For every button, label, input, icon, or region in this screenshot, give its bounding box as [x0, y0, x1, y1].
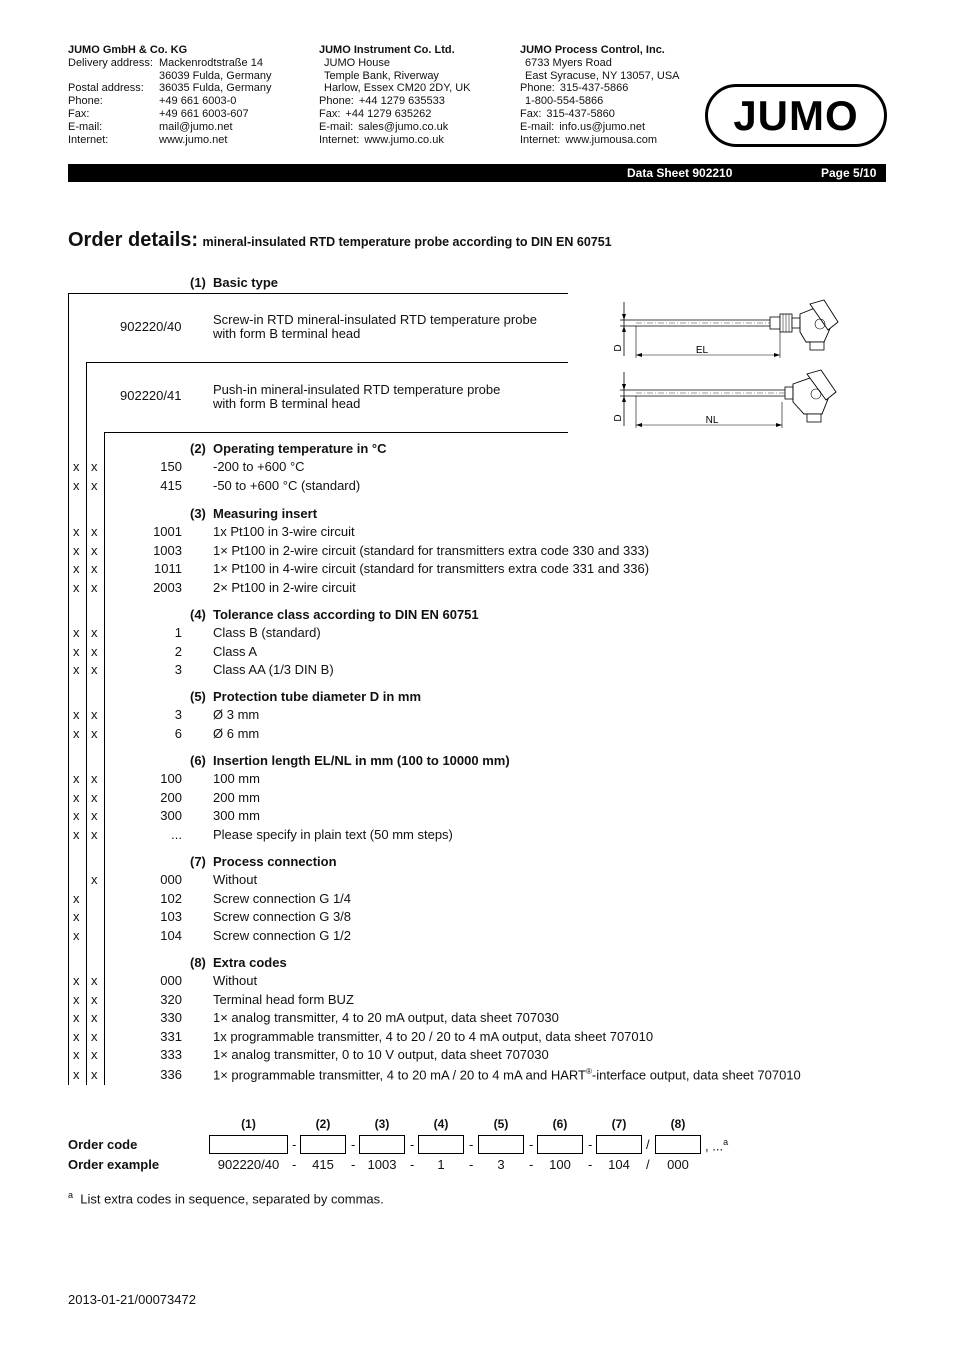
section-number: (2) [190, 441, 206, 456]
option-description: Screw connection G 1/2 [213, 927, 352, 943]
order-example-separator: / [646, 1157, 650, 1172]
option-description: Terminal head form BUZ [213, 991, 354, 1007]
availability-mark-41: x [91, 1066, 98, 1082]
availability-mark-40: x [73, 909, 80, 925]
section-title: Process connection [213, 854, 337, 869]
availability-mark-40: x [73, 808, 80, 824]
order-example-value: 1 [437, 1157, 445, 1172]
order-example-value: 100 [549, 1157, 571, 1172]
option-code: 333 [160, 1047, 182, 1062]
section-number: (8) [190, 955, 206, 970]
option-description: Screw connection G 1/4 [213, 890, 352, 906]
option-row [0, 808, 954, 826]
option-code: 320 [160, 991, 182, 1007]
option-row [0, 928, 954, 946]
address-line: Fax: +44 1279 635262 [319, 107, 432, 120]
document-id: 2013-01-21/00073472 [68, 1292, 196, 1307]
order-example-value: 000 [667, 1157, 689, 1172]
section-number: (4) [190, 607, 206, 622]
option-code: 103 [160, 909, 182, 925]
option-row [0, 707, 954, 725]
availability-mark-41: x [91, 789, 98, 805]
address-line: Fax: 315-437-5860 [520, 107, 615, 120]
order-code-box [596, 1135, 642, 1154]
order-code-separator: - [588, 1137, 593, 1152]
option-description: Screw connection G 3/8 [213, 909, 352, 925]
option-code: 102 [160, 890, 182, 906]
address-line: Internet: www.jumo.net [68, 133, 228, 146]
option-description: Please specify in plain text (50 mm steps) [213, 826, 453, 842]
availability-mark-40: x [73, 707, 80, 723]
option-code: 1001 [153, 524, 182, 540]
option-row [0, 543, 954, 561]
order-example-value: 104 [608, 1157, 630, 1172]
option-code: 200 [160, 789, 182, 805]
address-line: Internet: www.jumousa.com [520, 133, 658, 146]
availability-mark-41: x [91, 1047, 98, 1062]
option-row [0, 771, 954, 789]
address-line: Temple Bank, Riverway [324, 69, 439, 82]
option-code: 000 [160, 973, 182, 989]
address-line: Internet: www.jumo.co.uk [319, 133, 444, 146]
jumo-logo [705, 84, 887, 147]
order-code-box [300, 1135, 346, 1154]
availability-mark-41: x [91, 542, 98, 558]
option-row [0, 644, 954, 662]
basic-code-41: 902220/41 [120, 388, 182, 403]
address-line: 6733 Myers Road [525, 56, 612, 69]
order-position-number: (7) [611, 1117, 627, 1131]
availability-mark-41: x [91, 771, 98, 787]
logo-text: JUMO [733, 92, 859, 139]
availability-mark-41: x [91, 662, 98, 678]
availability-mark-40: x [73, 771, 80, 787]
order-code-box [359, 1135, 405, 1154]
option-code: 1003 [153, 542, 182, 558]
availability-mark-41: x [91, 561, 98, 577]
order-code-box [478, 1135, 524, 1154]
order-example-separator: - [292, 1157, 297, 1172]
option-row [0, 1047, 954, 1065]
availability-mark-40: x [73, 1066, 80, 1082]
address-line: JUMO House [324, 56, 391, 69]
option-code: 000 [160, 872, 182, 888]
option-description: 200 mm [213, 789, 260, 805]
dim-el-label: EL [695, 345, 709, 356]
availability-mark-41: x [91, 1010, 98, 1026]
option-row [0, 909, 954, 927]
section-heading [0, 854, 954, 872]
section-number: (7) [190, 854, 206, 869]
option-code: 1 [174, 625, 182, 641]
availability-mark-41: x [91, 477, 98, 493]
section-heading [0, 955, 954, 973]
order-position-number: (4) [433, 1117, 449, 1131]
section-number: (6) [190, 753, 206, 768]
option-code: 104 [160, 927, 182, 943]
datasheet-number: Data Sheet 902210 [627, 166, 733, 180]
section-heading [0, 753, 954, 771]
probe-drawing-screw-in [610, 298, 845, 362]
order-code-separator: - [351, 1137, 356, 1152]
option-code: 100 [160, 771, 182, 787]
order-example-value: 1003 [367, 1157, 397, 1172]
address-line: East Syracuse, NY 13057, USA [525, 69, 680, 82]
availability-mark-40: x [73, 662, 80, 678]
order-example-label: Order example [68, 1157, 160, 1172]
option-code: 2 [174, 643, 182, 659]
availability-mark-40: x [73, 826, 80, 842]
order-code-separator: - [469, 1137, 474, 1152]
section-title: Extra codes [213, 955, 287, 970]
availability-mark-40: x [73, 643, 80, 659]
availability-mark-40: x [73, 542, 80, 558]
option-code: 3 [174, 707, 182, 723]
section-heading [0, 607, 954, 625]
page-title [68, 229, 612, 252]
option-code: 3 [174, 662, 182, 678]
availability-mark-40: x [73, 973, 80, 989]
basic-code-40: 902220/40 [120, 319, 182, 334]
option-row [0, 561, 954, 579]
option-row [0, 662, 954, 680]
footnote: $^a$ List extra codes in sequence, separated by commas. [68, 1190, 384, 1207]
order-position-number: (5) [493, 1117, 509, 1131]
option-row [0, 973, 954, 991]
option-row [0, 891, 954, 909]
option-row [0, 1010, 954, 1028]
availability-mark-41: x [91, 643, 98, 659]
order-position-number: (3) [374, 1117, 390, 1131]
order-code-separator: - [410, 1137, 415, 1152]
option-code: 336 [160, 1066, 182, 1082]
address-line: E-mail: mail@jumo.net [68, 120, 233, 133]
option-code: 150 [160, 459, 182, 475]
address-line: Harlow, Essex CM20 2DY, UK [324, 82, 471, 95]
option-description: -200 to +600 °C [213, 459, 305, 475]
option-code: 2003 [153, 579, 182, 595]
order-code-separator: - [292, 1137, 297, 1152]
title-main: Order details: [68, 229, 199, 251]
option-row [0, 580, 954, 598]
order-code-separator: / [646, 1137, 650, 1152]
company-name: JUMO GmbH & Co. KG [68, 44, 188, 56]
option-code: 300 [160, 808, 182, 824]
address-line: Fax: +49 661 6003-607 [68, 107, 249, 120]
availability-mark-41: x [91, 725, 98, 741]
availability-mark-41: x [91, 973, 98, 989]
basic-desc-40: Screw-in RTD mineral-insulated RTD temperature probe with form B terminal head [213, 312, 537, 341]
section-heading [0, 441, 954, 459]
option-description: Class AA (1/3 DIN B) [213, 662, 334, 678]
address-line: 1-800-554-5866 [525, 95, 604, 108]
option-row [0, 459, 954, 477]
option-description: Without [213, 872, 258, 888]
availability-mark-40: x [73, 725, 80, 741]
availability-mark-41: x [91, 707, 98, 723]
availability-mark-40: x [73, 524, 80, 540]
option-row [0, 872, 954, 890]
availability-mark-40: x [73, 927, 80, 943]
option-row [0, 1067, 954, 1085]
order-example-separator: - [588, 1157, 593, 1172]
order-example-separator: - [351, 1157, 356, 1172]
availability-mark-40: x [73, 625, 80, 641]
availability-mark-40: x [73, 789, 80, 805]
address-line: 36039 Fulda, Germany [159, 69, 272, 82]
order-code-separator: - [529, 1137, 534, 1152]
option-description: 1× programmable transmitter, 4 to 20 mA / 20 to 4 mA and HART®-interface output, data sheet 707010 [213, 1066, 801, 1083]
availability-mark-40: x [73, 890, 80, 906]
order-code-box [655, 1135, 701, 1154]
address-line: Phone: +44 1279 635533 [319, 95, 445, 108]
section-number: (1) [190, 275, 206, 290]
availability-mark-40: x [73, 991, 80, 1007]
option-description: Ø 3 mm [213, 707, 260, 723]
availability-mark-41: x [91, 872, 98, 888]
option-code: 6 [174, 725, 182, 741]
availability-mark-41: x [91, 625, 98, 641]
tree-line [104, 432, 568, 433]
page-number: Page 5/10 [821, 166, 877, 180]
availability-mark-40: x [73, 579, 80, 595]
address-germany [68, 44, 272, 146]
address-line: Postal address: 36035 Fulda, Germany [68, 82, 272, 95]
option-description: Class B (standard) [213, 625, 321, 641]
datasheet-bar [68, 164, 886, 182]
option-description: Ø 6 mm [213, 725, 260, 741]
section-title: Basic type [213, 275, 279, 290]
availability-mark-41: x [91, 808, 98, 824]
option-description: Class A [213, 643, 258, 659]
option-row [0, 992, 954, 1010]
availability-mark-40: x [73, 1010, 80, 1026]
availability-mark-40: x [73, 561, 80, 577]
basic-desc-41: Push-in mineral-insulated RTD temperature probe with form B terminal head [213, 382, 501, 411]
title-sub: mineral-insulated RTD temperature probe according to DIN EN 60751 [202, 235, 612, 249]
probe-drawing-push-in [610, 368, 845, 432]
availability-mark-41: x [91, 459, 98, 475]
address-line: Delivery address: Mackenrodtstraße 14 [68, 56, 263, 69]
option-description: 1× Pt100 in 2-wire circuit (standard for transmitters extra code 330 and 333) [213, 542, 650, 558]
company-name: JUMO Instrument Co. Ltd. [319, 44, 455, 56]
order-example-value: 3 [497, 1157, 505, 1172]
availability-mark-40: x [73, 459, 80, 475]
availability-mark-41: x [91, 991, 98, 1007]
option-description: 300 mm [213, 808, 260, 824]
dim-d-label: D [613, 414, 624, 422]
section-title: Measuring insert [213, 506, 318, 521]
address-usa [520, 44, 680, 146]
option-row [0, 1029, 954, 1047]
section-title: Protection tube diameter D in mm [213, 689, 422, 704]
option-row [0, 625, 954, 643]
option-description: 1× Pt100 in 4-wire circuit (standard for transmitters extra code 331 and 336) [213, 561, 650, 577]
option-row [0, 726, 954, 744]
address-line: E-mail: sales@jumo.co.uk [319, 120, 449, 133]
option-description: 1x programmable transmitter, 4 to 20 / 20 to 4 mA output, data sheet 707010 [213, 1028, 654, 1044]
option-row [0, 478, 954, 496]
order-code-box [537, 1135, 583, 1154]
address-line: Phone: +49 661 6003-0 [68, 95, 237, 108]
order-position-number: (6) [552, 1117, 568, 1131]
order-code-tail: , ...$^a$ [705, 1137, 729, 1154]
tree-line [86, 362, 568, 363]
section-heading [0, 506, 954, 524]
dim-d-label: D [613, 344, 624, 352]
section-number: (5) [190, 689, 206, 704]
option-code: 1011 [154, 561, 182, 577]
dim-nl-label: NL [705, 415, 719, 426]
tree-line [68, 293, 568, 294]
availability-mark-41: x [91, 826, 98, 842]
availability-mark-40: x [73, 1047, 80, 1062]
section-title: Tolerance class according to DIN EN 60751 [213, 607, 479, 622]
option-description: 1x Pt100 in 3-wire circuit [213, 524, 355, 540]
address-line: E-mail: info.us@jumo.net [520, 120, 645, 133]
order-code-box [418, 1135, 464, 1154]
availability-mark-41: x [91, 579, 98, 595]
option-description: Without [213, 973, 258, 989]
address-uk [319, 44, 471, 146]
order-code-label: Order code [68, 1137, 138, 1152]
availability-mark-40: x [73, 477, 80, 493]
availability-mark-41: x [91, 1028, 98, 1044]
order-example-separator: - [410, 1157, 415, 1172]
option-code: 331 [160, 1028, 182, 1044]
address-line: Phone: 315-437-5866 [520, 82, 629, 95]
section-title: Operating temperature in °C [213, 441, 387, 456]
company-name: JUMO Process Control, Inc. [520, 44, 665, 56]
option-description: -50 to +600 °C (standard) [213, 477, 361, 493]
option-row [0, 524, 954, 542]
section-number: (3) [190, 506, 206, 521]
section-title: Insertion length EL/NL in mm (100 to 10000 mm) [213, 753, 510, 768]
order-example-value: 415 [312, 1157, 334, 1172]
order-example-separator: - [469, 1157, 474, 1172]
order-code-box [209, 1135, 288, 1154]
order-example-separator: - [529, 1157, 534, 1172]
availability-mark-40: x [73, 1028, 80, 1044]
option-description: 1× analog transmitter, 0 to 10 V output, data sheet 707030 [213, 1047, 549, 1062]
order-example-value: 902220/40 [217, 1157, 280, 1172]
order-position-number: (1) [241, 1117, 256, 1131]
option-code: ... [171, 826, 182, 842]
option-description: 100 mm [213, 771, 260, 787]
option-code: 330 [160, 1010, 182, 1026]
order-position-number: (2) [315, 1117, 331, 1131]
option-description: 2× Pt100 in 2-wire circuit [213, 579, 356, 595]
order-position-number: (8) [670, 1117, 686, 1131]
section-heading [0, 689, 954, 707]
option-row [0, 790, 954, 808]
option-description: 1× analog transmitter, 4 to 20 mA output, data sheet 707030 [213, 1010, 559, 1026]
availability-mark-41: x [91, 524, 98, 540]
option-code: 415 [160, 477, 182, 493]
option-row [0, 827, 954, 845]
